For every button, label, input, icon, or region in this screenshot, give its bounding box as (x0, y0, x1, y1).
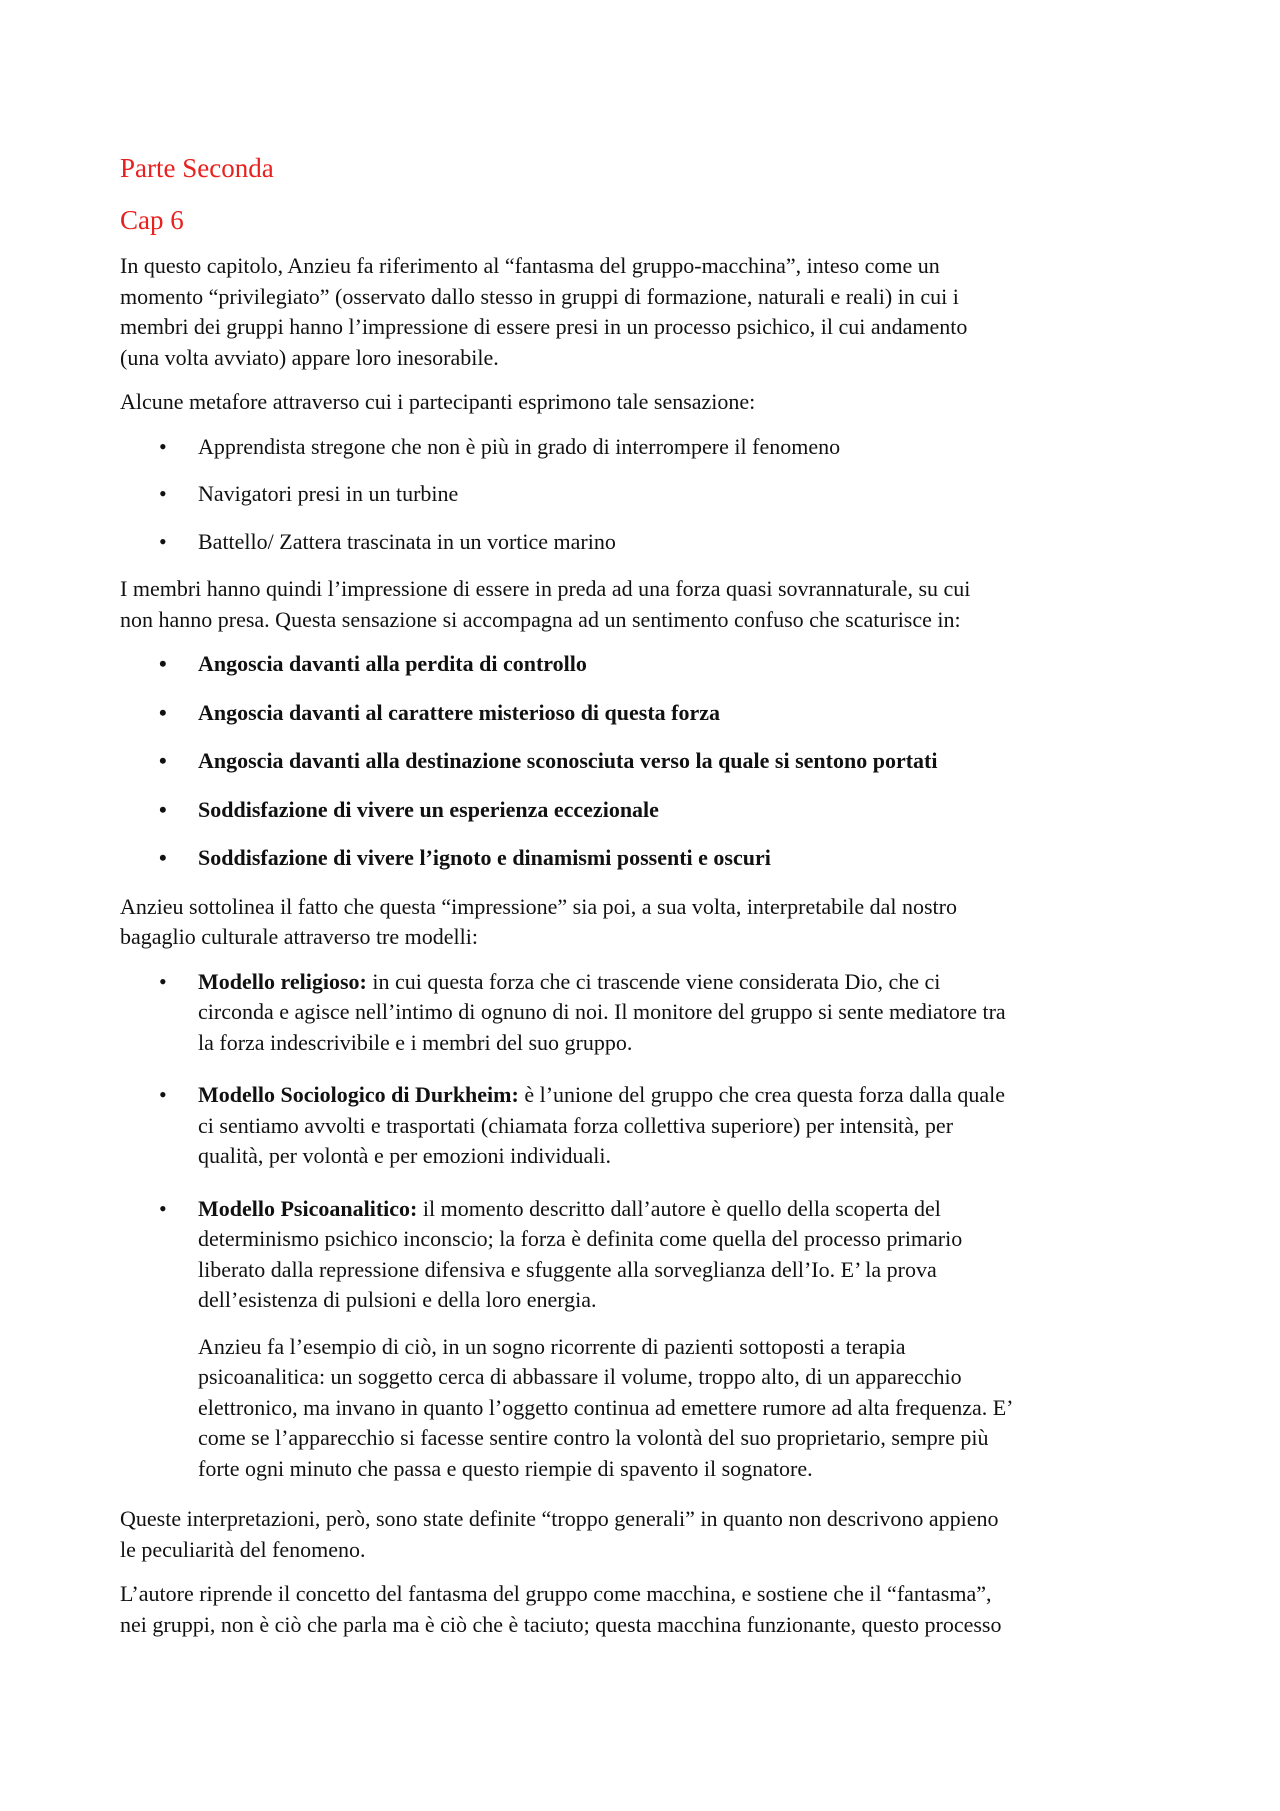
chapter-heading: Cap 6 (120, 205, 184, 235)
interpretations-paragraph: Queste interpretazioni, però, sono state definite “troppo generali” in quanto non descrivono appieno le peculiarità del fenomeno. (120, 1506, 999, 1562)
metaphors-intro-paragraph: Alcune metafore attraverso cui i partecipanti esprimono tale sensazione: (120, 389, 756, 414)
model-label: Modello religioso: (198, 968, 367, 994)
models-list (120, 967, 1160, 1316)
bullet-icon: • (159, 748, 167, 773)
bullet-icon: • (159, 481, 167, 506)
bullet-icon: • (159, 699, 167, 725)
closing-paragraph: L’autore riprende il concetto del fantasma del gruppo come macchina, e sostiene che il “fantasma”, nei gruppi, non è ciò che parla ma è ciò che è taciuto; questa macchina funzionante, questo processo (120, 1581, 1002, 1637)
feelings-list (120, 649, 1160, 874)
bullet-icon: • (159, 1082, 167, 1107)
list-item: • Battello/ Zattera trascinata in un vortice marino (120, 527, 1160, 558)
bullet-icon: • (159, 651, 167, 676)
model-label: Modello Psicoanalitico: (198, 1195, 418, 1221)
list-item: • Apprendista stregone che non è più in grado di interrompere il fenomeno (120, 432, 1160, 463)
bullet-icon: • (159, 528, 167, 554)
bullet-icon: • (159, 845, 167, 870)
model-text: in cui questa forza che ci trascende viene considerata Dio, che ci circonda e agisce nell’intimo di ognuno di noi. Il monitore del gruppo si sente mediatore tra la forza indescrivibile e i membri del suo gruppo. (198, 968, 1006, 1055)
models-intro-paragraph: Anzieu sottolinea il fatto che questa “impressione” sia poi, a sua volta, interpretabile dal nostro bagaglio culturale attraverso tre modelli: (120, 893, 957, 949)
list-item: • Navigatori presi in un turbine (120, 479, 1160, 510)
bullet-icon: • (159, 1195, 167, 1221)
list-item: • Angoscia davanti alla perdita di controllo (120, 649, 1160, 680)
model-text: è l’unione del gruppo che crea questa forza dalla quale ci sentiamo avvolti e trasportati (chiamata forza collettiva superiore) per intensità, per qualità, per volontà e per emozioni individuali. (198, 1082, 1006, 1168)
model-psychoanalytic (120, 1194, 1160, 1316)
dream-example-paragraph: Anzieu fa l’esempio di ciò, in un sogno ricorrente di pazienti sottoposti a terapia psicoanalitica: un soggetto cerca di abbassare il volume, troppo alto, di un apparecchio elettronico, ma invano in quanto l’oggetto continua ad emettere rumore ad alta frequenza. E’ come se l’apparecchio si facesse sentire contro la volontà del suo proprietario, sempre più forte ogni minuto che passa e questo riempie di spavento il sognatore. (198, 1333, 1014, 1481)
bullet-icon: • (159, 796, 167, 822)
bullet-icon: • (159, 433, 167, 459)
metaphors-list (120, 432, 1160, 558)
list-item: • Soddisfazione di vivere l’ignoto e dinamismi possenti e oscuri (120, 843, 1160, 874)
model-religious (120, 967, 1160, 1059)
part-heading: Parte Seconda (120, 153, 274, 183)
members-paragraph: I membri hanno quindi l’impressione di essere in preda ad una forza quasi sovrannaturale, su cui non hanno presa. Questa sensazione si accompagna ad un sentimento confuso che scaturisce in: (120, 576, 971, 632)
list-item: • Soddisfazione di vivere un esperienza eccezionale (120, 795, 1160, 826)
bullet-icon: • (159, 968, 167, 994)
list-item: • Angoscia davanti alla destinazione sconosciuta verso la quale si sentono portati (120, 746, 1160, 777)
intro-paragraph: In questo capitolo, Anzieu fa riferimento al “fantasma del gruppo-macchina”, inteso come un momento “privilegiato” (osservato dallo stesso in gruppi di formazione, naturali e reali) in cui i membri dei gruppi hanno l’impressione di essere presi in un processo psichico, il cui andamento (una volta avviato) appare loro inesorabile. (120, 253, 968, 370)
model-sociological (120, 1080, 1160, 1172)
model-label: Modello Sociologico di Durkheim: (198, 1082, 519, 1107)
model-text: il momento descritto dall’autore è quello della scoperta del determinismo psichico inconscio; la forza è definita come quella del processo primario liberato dalla repressione difensiva e sfuggente alla sorveglianza dell’Io. E’ la prova dell’esistenza di pulsioni e della loro energia. (198, 1195, 963, 1312)
list-item: • Angoscia davanti al carattere misterioso di questa forza (120, 698, 1160, 729)
